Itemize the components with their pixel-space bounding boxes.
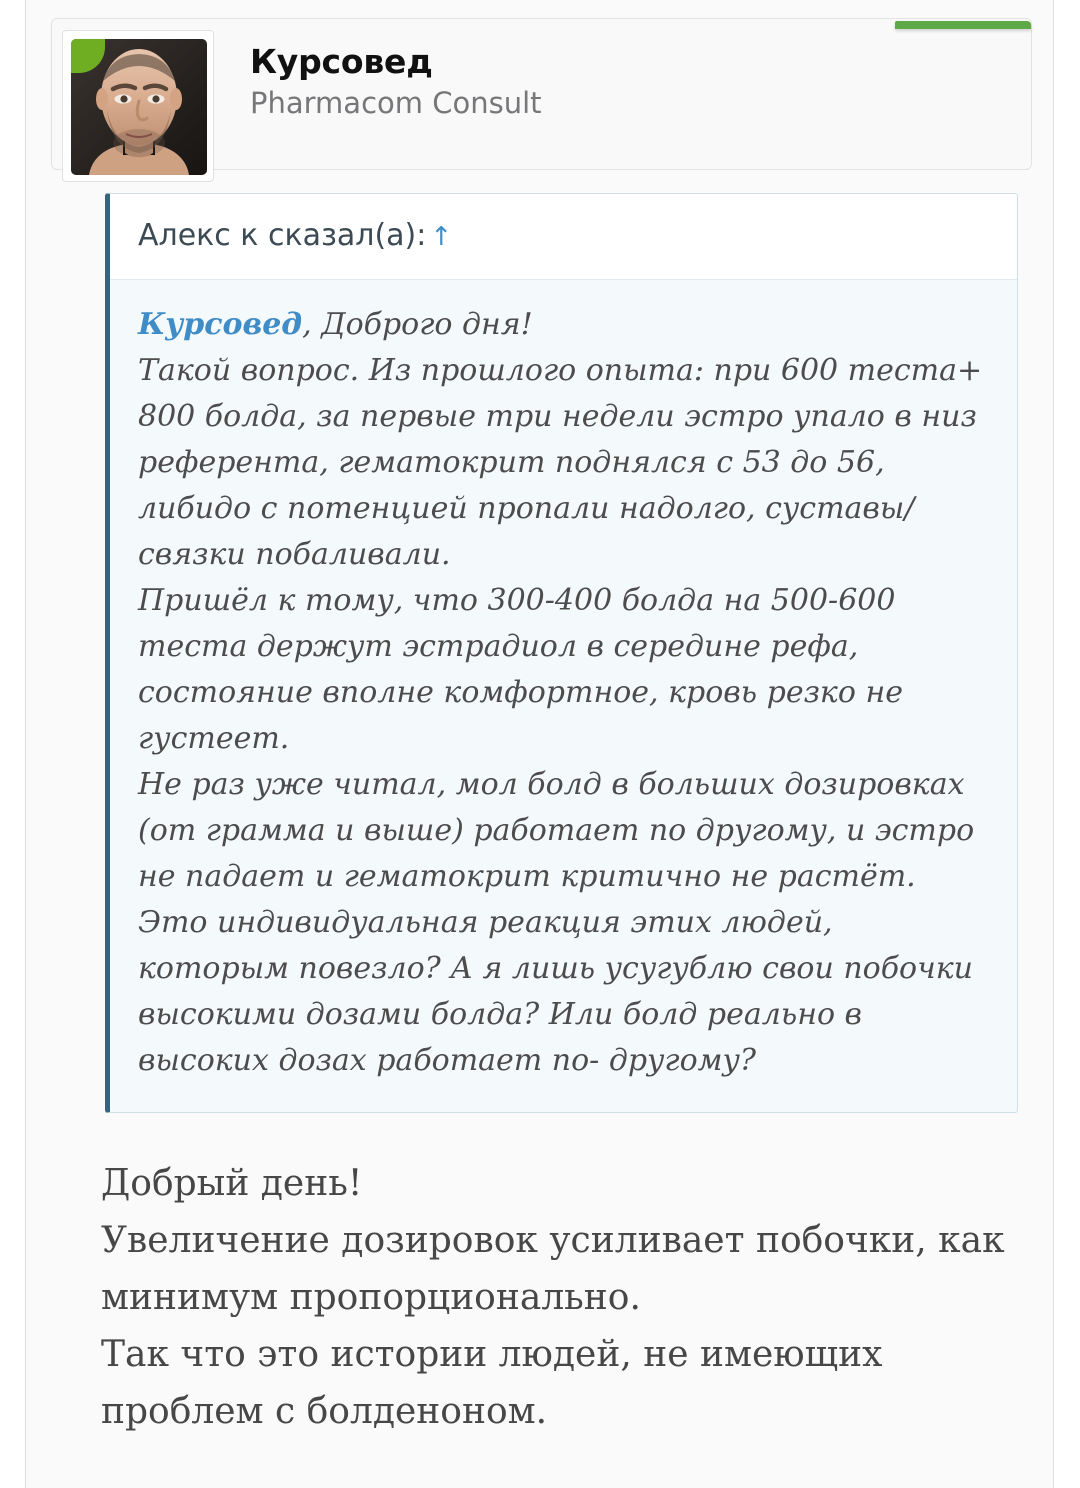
avatar[interactable] bbox=[71, 39, 207, 175]
post-page bbox=[25, 0, 1054, 1488]
reply-paragraph: Добрый день! bbox=[101, 1163, 363, 1204]
quote-paragraph bbox=[138, 302, 991, 348]
post-author-username[interactable]: Курсовед bbox=[250, 42, 433, 81]
quote-attribution-text[interactable]: Алекс к сказал(а): bbox=[138, 218, 427, 253]
quote-paragraph-text: , Доброго дня! bbox=[302, 307, 533, 342]
quote-attribution-row bbox=[110, 194, 1017, 280]
jump-to-quoted-post-icon[interactable]: ↑ bbox=[430, 222, 453, 252]
post-reply-body bbox=[101, 1155, 1013, 1440]
quote-paragraph: Не раз уже читал, мол болд в больших дозировках (от грамма и выше) работает по другому, и эстро не падает и гематокрит критично не растёт. Это индивидуальная реакция этих людей, которым повезло? А я лишь усугублю свои побочки высокими дозами болда? Или болд реально в высоких дозах работает по- другому? bbox=[138, 767, 975, 1078]
quote-paragraph: Пришёл к тому, что 300-400 болда на 500-600 теста держут эстрадиол в середине рефа, состояние вполне комфортное, кровь резко не густеет. bbox=[138, 583, 903, 756]
reply-paragraph: Увеличение дозировок усиливает побочки, как минимум пропорционально. bbox=[101, 1220, 1005, 1318]
quote-paragraph: Такой вопрос. Из прошлого опыта: при 600 теста+ 800 болда, за первые три недели эстро упало в низ референта, гематокрит поднялся с 53 до 56, либидо с потенцией пропали надолго, суставы/ связки побаливали. bbox=[138, 353, 983, 572]
quote-block bbox=[105, 193, 1018, 1113]
user-meta bbox=[250, 19, 542, 123]
quoted-user-mention[interactable]: Курсовед bbox=[138, 307, 303, 342]
post-author-title: Pharmacom Consult bbox=[250, 86, 542, 120]
avatar-frame[interactable] bbox=[62, 30, 214, 182]
post-user-card bbox=[51, 18, 1032, 170]
quote-body bbox=[110, 280, 1017, 1112]
user-group-accent-bar bbox=[895, 21, 1031, 29]
reply-paragraph: Так что это истории людей, не имеющих проблем с болденоном. bbox=[101, 1334, 883, 1432]
